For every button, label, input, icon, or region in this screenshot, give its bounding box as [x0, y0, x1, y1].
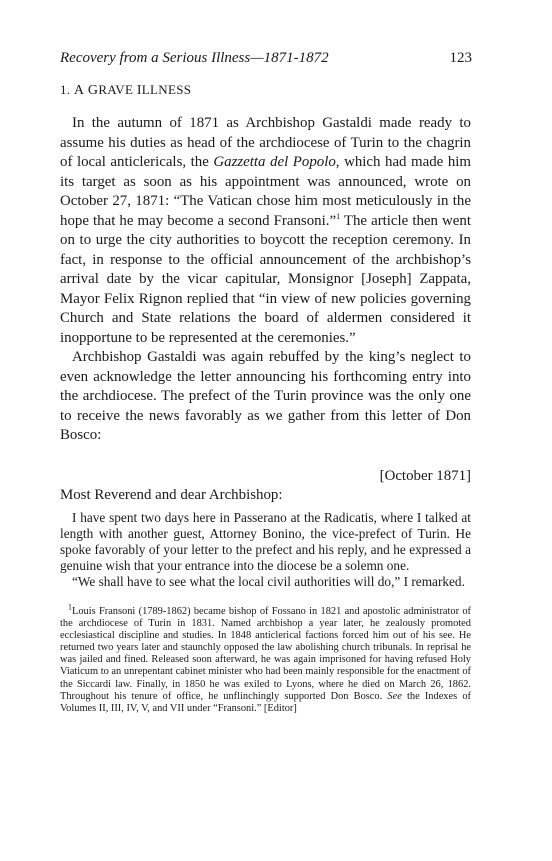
paragraph: Archbishop Gastaldi was again rebuffed by the king’s neglect to even acknowledge the letter announcing his forthcoming entry into the archdiocese. The prefect of the Turin province was the only one to receive the news favorably as we gather from this letter of Don Bosco:: [60, 349, 471, 443]
section-heading: [60, 82, 191, 99]
body-text: [60, 114, 471, 446]
page-number: 123: [449, 50, 472, 66]
running-title: Recovery from a Serious Illness—1871-1872: [60, 50, 329, 66]
running-header: [60, 50, 472, 72]
letter-paragraph: “We shall have to see what the local civil authorities will do,” I remarked.: [72, 574, 465, 589]
letter-body: [60, 510, 471, 590]
newspaper-title: Gazzetta del Popolo: [213, 154, 336, 170]
section-title: A GRAVE ILLNESS: [73, 82, 192, 98]
footnote: $^1$Louis Fransoni (1789-1862) became bishop of Fossano in 1821 and apostolic administrator of the archdiocese of Turin in 1831. Named archbishop a year later, he zealously promoted ecclesiastical discipline and studies. In 1848 anticlerical factions forced him out of his see. He returned two years later and staunchly opposed the law abolishing church tribunals. In reprisal he was jailed and fined. Released soon afterward, he was again imprisoned for having refused Holy Viaticum to an unrepentant cabinet minister who had been mainly responsible for the enactment of the Siccardi law. Finally, in 1850 he was exiled to Lyons, where he died on March 26, 1862. Throughout his tenure of office, he unflinchingly supported Don Bosco. See the Indexes of Volumes II, III, IV, V, and VII under “Fransoni.” [Editor]: [60, 602, 471, 714]
section-number: 1.: [60, 82, 71, 97]
letter-paragraph: I have spent two days here in Passerano at the Radicatis, where I talked at length with another guest, Attorney Bonino, the vice-prefect of Turin. He spoke favorably of your letter to the prefect and his reply, and he expressed a genuine wish that your entrance into the diocese be a solemn one.: [60, 510, 471, 573]
paragraph: In the autumn of 1871 as Archbishop Gastaldi made ready to assume his duties as head of the archdiocese of Turin to the chagrin of local anticlericals, the Gazzetta del Popolo, which had made him its target as soon as his appointment was announced, wrote on October 27, 1871: “The Vatican chose him most meticulously in the hope that he may become a second Fransoni.”$^1$ The article then went on to urge the city authorities to boycott the reception ceremony. In fact, in response to the official announcement of the archbishop’s arrival date by the vicar capitular, Monsignor [Joseph] Zappata, Mayor Felix Rignon replied that “in view of new policies governing Church and State relations the board of aldermen considered it inopportune to be represented at the ceremonies.”: [60, 115, 471, 346]
footnote-reference: 1: [336, 211, 341, 221]
footnote-marker: 1: [68, 602, 72, 612]
letter-date: [October 1871]: [379, 468, 471, 484]
letter-salutation: Most Reverend and dear Archbishop:: [60, 487, 283, 503]
